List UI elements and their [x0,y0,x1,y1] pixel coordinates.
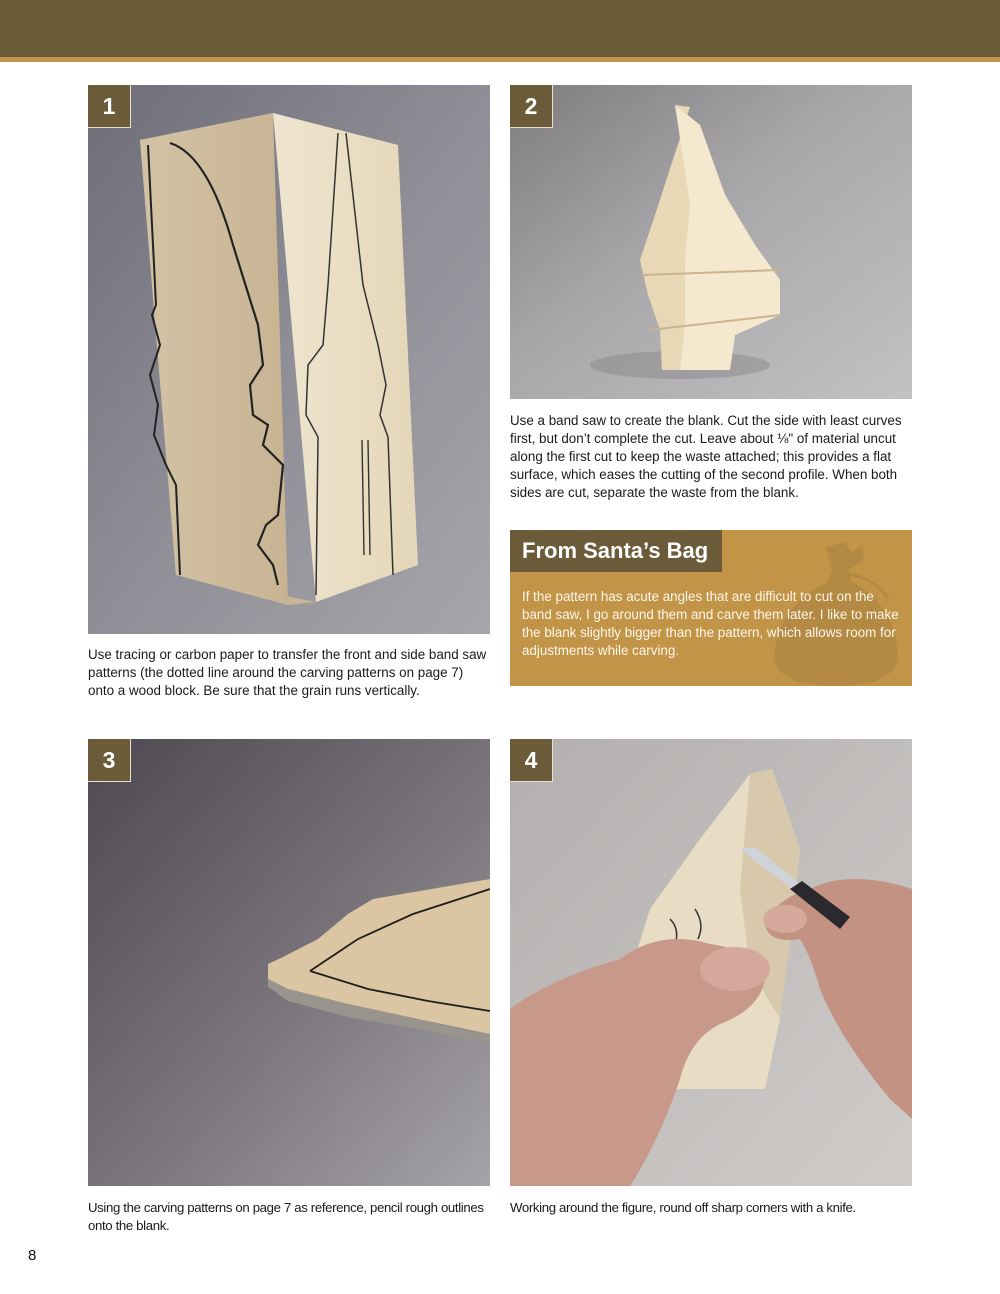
step-1-number-badge: 1 [88,85,131,128]
page-number: 8 [28,1247,37,1264]
step-2-number-badge: 2 [510,85,553,128]
band-sawn-blank-image [510,85,912,399]
step-3-caption: Using the carving patterns on page 7 as reference, pencil rough outlines onto the blank. [88,1200,484,1233]
header-bar [0,0,1000,57]
hands-carving-image [510,739,912,1186]
step-2-caption: Use a band saw to create the blank. Cut the side with least curves first, but don’t complete the cut. Leave about ⅛" of material uncut along the first cut to keep the waste attached; this provides a flat surface, which eases the cutting of the second profile. When both sides are cut, separate the waste from the blank. [510,413,902,500]
tip-box-title: From Santa’s Bag [510,530,722,572]
step-4-number-badge: 4 [510,739,553,782]
pencil-outline-blank-image [88,739,490,1186]
tip-box [510,530,912,686]
step-4-photo [510,739,912,1186]
step-4-caption: Working around the figure, round off sharp corners with a knife. [510,1200,856,1215]
step-1-photo [88,85,490,634]
step-1-caption: Use tracing or carbon paper to transfer the front and side band saw patterns (the dotted line around the carving patterns on page 7) onto a wood block. Be sure that the grain runs vertically. [88,647,487,698]
step-2-photo [510,85,912,399]
header-accent-line [0,57,1000,62]
step-3-photo [88,739,490,1186]
wood-block-image [88,85,490,634]
tip-box-text: If the pattern has acute angles that are difficult to cut on the band saw, I go around them and carve them later. I like to make the blank slightly bigger than the pattern, which allows room for adjustments while carving. [522,589,899,658]
step-3-number-badge: 3 [88,739,131,782]
